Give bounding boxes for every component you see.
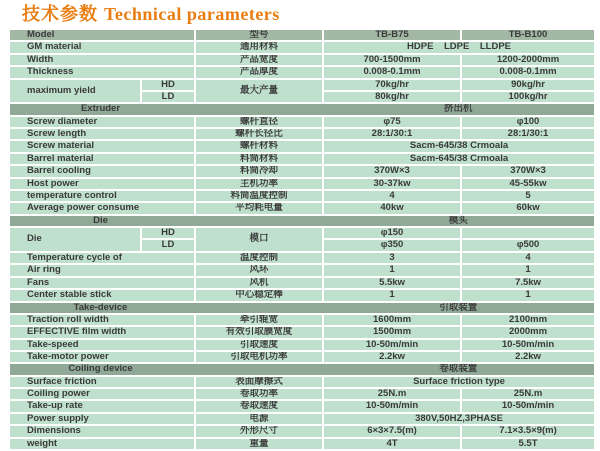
param-cn-cell: 牵引辊宽 bbox=[196, 315, 322, 325]
param-name-cell: Power supply bbox=[10, 414, 194, 424]
param-cn-cell: 通用材料 bbox=[196, 42, 322, 52]
param-name-cell: GM material bbox=[10, 42, 194, 52]
table-row bbox=[10, 228, 594, 238]
param-name-cell: Screw diameter bbox=[10, 117, 194, 127]
value-cell-1: φ150 bbox=[324, 228, 460, 238]
table-row bbox=[10, 265, 594, 275]
section-label-en: Extruder bbox=[80, 104, 121, 115]
value-cell-1: 40kw bbox=[324, 203, 460, 213]
value-cell-1: 3 bbox=[324, 253, 460, 263]
table-row bbox=[10, 401, 594, 411]
value-cell-2: 5 bbox=[462, 191, 594, 201]
value-cell-1: 4T bbox=[324, 439, 460, 449]
param-name-cell: Traction roll width bbox=[10, 315, 194, 325]
value-cell-2: 370W×3 bbox=[462, 166, 594, 176]
value-cell-1: 1600mm bbox=[324, 315, 460, 325]
table-row bbox=[10, 179, 594, 189]
table-row bbox=[10, 30, 594, 40]
value-cell-1: 4 bbox=[324, 191, 460, 201]
value-cell-1: 28:1/30:1 bbox=[324, 129, 460, 139]
value-cell-1: 700-1500mm bbox=[324, 55, 460, 65]
value-cell-2: 1 bbox=[462, 265, 594, 275]
table-row bbox=[10, 315, 594, 325]
section-label-en: Die bbox=[93, 215, 108, 226]
value-cell-2: 5.5T bbox=[462, 439, 594, 449]
table-row bbox=[10, 377, 594, 387]
sub-label-cell: HD bbox=[142, 228, 194, 238]
sub-label-cell: LD bbox=[142, 240, 194, 250]
param-name-cell: Dimensions bbox=[10, 426, 194, 436]
param-name-cell: Screw length bbox=[10, 129, 194, 139]
param-name-cell: Take-speed bbox=[10, 340, 194, 350]
param-cn-cell: 表面摩擦式 bbox=[196, 377, 322, 387]
value-cell-2: φ100 bbox=[462, 117, 594, 127]
param-cn-cell: 螺杆长径比 bbox=[196, 129, 322, 139]
section-row-coiling-device bbox=[10, 364, 594, 374]
param-cn-cell: 料筒冷却 bbox=[196, 166, 322, 176]
value-cell-2: 4 bbox=[462, 253, 594, 263]
param-cn-cell: 电源 bbox=[196, 414, 322, 424]
value-cell-2: 2100mm bbox=[462, 315, 594, 325]
page-title bbox=[22, 2, 280, 26]
value-cell-1: 6×3×7.5(m) bbox=[324, 426, 460, 436]
param-cn-cell: 引取速度 bbox=[196, 340, 322, 350]
section-label-en: Coiling device bbox=[68, 364, 133, 375]
table-row bbox=[10, 340, 594, 350]
param-name-cell: Coiling power bbox=[10, 389, 194, 399]
param-cn-cell: 型号 bbox=[196, 30, 322, 40]
param-cn-cell: 重量 bbox=[196, 439, 322, 449]
value-cell-2: 10-50m/min bbox=[462, 340, 594, 350]
sub-label-cell: HD bbox=[142, 80, 194, 90]
param-name-cell: weight bbox=[10, 439, 194, 449]
param-cn-cell: 外形尺寸 bbox=[196, 426, 322, 436]
param-name-cell: Average power consume bbox=[10, 203, 194, 213]
param-name-cell: Screw material bbox=[10, 141, 194, 151]
param-name-cell: EFFECTIVE film width bbox=[10, 327, 194, 337]
param-cn-cell: 风环 bbox=[196, 265, 322, 275]
param-cn-cell: 卷取功率 bbox=[196, 389, 322, 399]
model-1-cell: TB-B75 bbox=[324, 30, 460, 40]
param-cn-cell: 风机 bbox=[196, 278, 322, 288]
value-cell-1: 80kg/hr bbox=[324, 92, 460, 102]
technical-parameters-table bbox=[8, 28, 596, 451]
section-row-die bbox=[10, 216, 594, 226]
table-row bbox=[10, 67, 594, 77]
value-cell-1: 10-50m/min bbox=[324, 340, 460, 350]
table-row bbox=[10, 117, 594, 127]
table-row bbox=[10, 352, 594, 362]
value-cell-2: 7.5kw bbox=[462, 278, 594, 288]
value-span-cell: Surface friction type bbox=[324, 377, 594, 387]
section-cell bbox=[10, 303, 594, 313]
param-name-cell: Thickness bbox=[10, 67, 194, 77]
value-cell-2: 100kg/hr bbox=[462, 92, 594, 102]
table-row bbox=[10, 154, 594, 164]
section-label-cn: 卷取装置 bbox=[439, 364, 478, 375]
param-cn-cell: 卷取速度 bbox=[196, 401, 322, 411]
value-cell-2: 60kw bbox=[462, 203, 594, 213]
param-name-cell: Die bbox=[10, 228, 140, 251]
value-cell-1: 70kg/hr bbox=[324, 80, 460, 90]
value-cell-2: 45-55kw bbox=[462, 179, 594, 189]
value-cell-1: 1 bbox=[324, 265, 460, 275]
section-label-cn: 引取装置 bbox=[439, 302, 478, 313]
param-name-cell: Model bbox=[10, 30, 194, 40]
param-name-cell: Surface friction bbox=[10, 377, 194, 387]
param-name-cell: Air ring bbox=[10, 265, 194, 275]
section-cell bbox=[10, 104, 594, 114]
param-cn-cell: 产品宽度 bbox=[196, 55, 322, 65]
section-label-en: Take-device bbox=[73, 302, 128, 313]
table-row bbox=[10, 166, 594, 176]
param-cn-cell: 产品厚度 bbox=[196, 67, 322, 77]
value-span-cell: HDPE LDPE LLDPE bbox=[324, 42, 594, 52]
value-cell-2 bbox=[462, 228, 594, 238]
value-cell-2: 25N.m bbox=[462, 389, 594, 399]
param-cn-cell: 螺杆材料 bbox=[196, 141, 322, 151]
param-cn-cell: 引取电机功率 bbox=[196, 352, 322, 362]
param-name-cell: Barrel cooling bbox=[10, 166, 194, 176]
value-cell-1: 5.5kw bbox=[324, 278, 460, 288]
table-row bbox=[10, 55, 594, 65]
value-cell-2: 90kg/hr bbox=[462, 80, 594, 90]
value-cell-2: 10-50m/min bbox=[462, 401, 594, 411]
value-cell-1: φ75 bbox=[324, 117, 460, 127]
section-cell bbox=[10, 216, 594, 226]
model-2-cell: TB-B100 bbox=[462, 30, 594, 40]
param-cn-cell: 料筒温度控制 bbox=[196, 191, 322, 201]
param-name-cell: Temperature cycle of bbox=[10, 253, 194, 263]
value-cell-2: 28:1/30:1 bbox=[462, 129, 594, 139]
value-cell-2: 7.1×3.5×9(m) bbox=[462, 426, 594, 436]
table-row bbox=[10, 203, 594, 213]
table-row bbox=[10, 42, 594, 52]
section-label-cn: 模头 bbox=[448, 215, 468, 226]
value-cell-2: 2.2kw bbox=[462, 352, 594, 362]
value-cell-1: 25N.m bbox=[324, 389, 460, 399]
table-row bbox=[10, 389, 594, 399]
param-cn-cell: 料筒材料 bbox=[196, 154, 322, 164]
table-row bbox=[10, 191, 594, 201]
param-cn-cell: 模口 bbox=[196, 228, 322, 251]
table-row bbox=[10, 414, 594, 424]
title-english: Technical parameters bbox=[104, 4, 280, 24]
param-cn-cell: 最大产量 bbox=[196, 80, 322, 103]
value-cell-1: 370W×3 bbox=[324, 166, 460, 176]
value-cell-2: φ500 bbox=[462, 240, 594, 250]
param-name-cell: Fans bbox=[10, 278, 194, 288]
value-cell-1: 0.008-0.1mm bbox=[324, 67, 460, 77]
section-cell bbox=[10, 364, 594, 374]
sub-label-cell: LD bbox=[142, 92, 194, 102]
table-row bbox=[10, 129, 594, 139]
param-name-cell: Barrel material bbox=[10, 154, 194, 164]
table-row bbox=[10, 80, 594, 90]
param-cn-cell: 螺杆直径 bbox=[196, 117, 322, 127]
param-name-cell: Center stable stick bbox=[10, 290, 194, 300]
value-cell-1: 10-50m/min bbox=[324, 401, 460, 411]
section-label-cn: 挤出机 bbox=[443, 104, 473, 115]
table-row bbox=[10, 253, 594, 263]
table-row bbox=[10, 439, 594, 449]
param-cn-cell: 平均耗电量 bbox=[196, 203, 322, 213]
param-cn-cell: 温度控制 bbox=[196, 253, 322, 263]
value-cell-2: 2000mm bbox=[462, 327, 594, 337]
table-row bbox=[10, 327, 594, 337]
title-chinese: 技术参数 bbox=[22, 4, 98, 25]
table-row bbox=[10, 141, 594, 151]
param-name-cell: Width bbox=[10, 55, 194, 65]
section-row-extruder bbox=[10, 104, 594, 114]
value-cell-2: 1200-2000mm bbox=[462, 55, 594, 65]
value-cell-1: 30-37kw bbox=[324, 179, 460, 189]
param-cn-cell: 中心稳定棒 bbox=[196, 290, 322, 300]
table-row bbox=[10, 290, 594, 300]
section-row-take-device bbox=[10, 303, 594, 313]
value-span-cell: 380V,50HZ,3PHASE bbox=[324, 414, 594, 424]
value-span-cell: Sacm-645/38 Crmoala bbox=[324, 141, 594, 151]
param-name-cell: Host power bbox=[10, 179, 194, 189]
value-cell-2: 0.008-0.1mm bbox=[462, 67, 594, 77]
table-row bbox=[10, 426, 594, 436]
param-cn-cell: 主机功率 bbox=[196, 179, 322, 189]
value-cell-1: φ350 bbox=[324, 240, 460, 250]
param-name-cell: temperature control bbox=[10, 191, 194, 201]
param-name-cell: Take-motor power bbox=[10, 352, 194, 362]
value-cell-1: 2.2kw bbox=[324, 352, 460, 362]
table-row bbox=[10, 278, 594, 288]
param-name-cell: Take-up rate bbox=[10, 401, 194, 411]
value-cell-2: 1 bbox=[462, 290, 594, 300]
value-cell-1: 1500mm bbox=[324, 327, 460, 337]
param-name-cell: maximum yield bbox=[10, 80, 140, 103]
value-span-cell: Sacm-645/38 Crmoala bbox=[324, 154, 594, 164]
param-cn-cell: 有效引取膜宽度 bbox=[196, 327, 322, 337]
value-cell-1: 1 bbox=[324, 290, 460, 300]
